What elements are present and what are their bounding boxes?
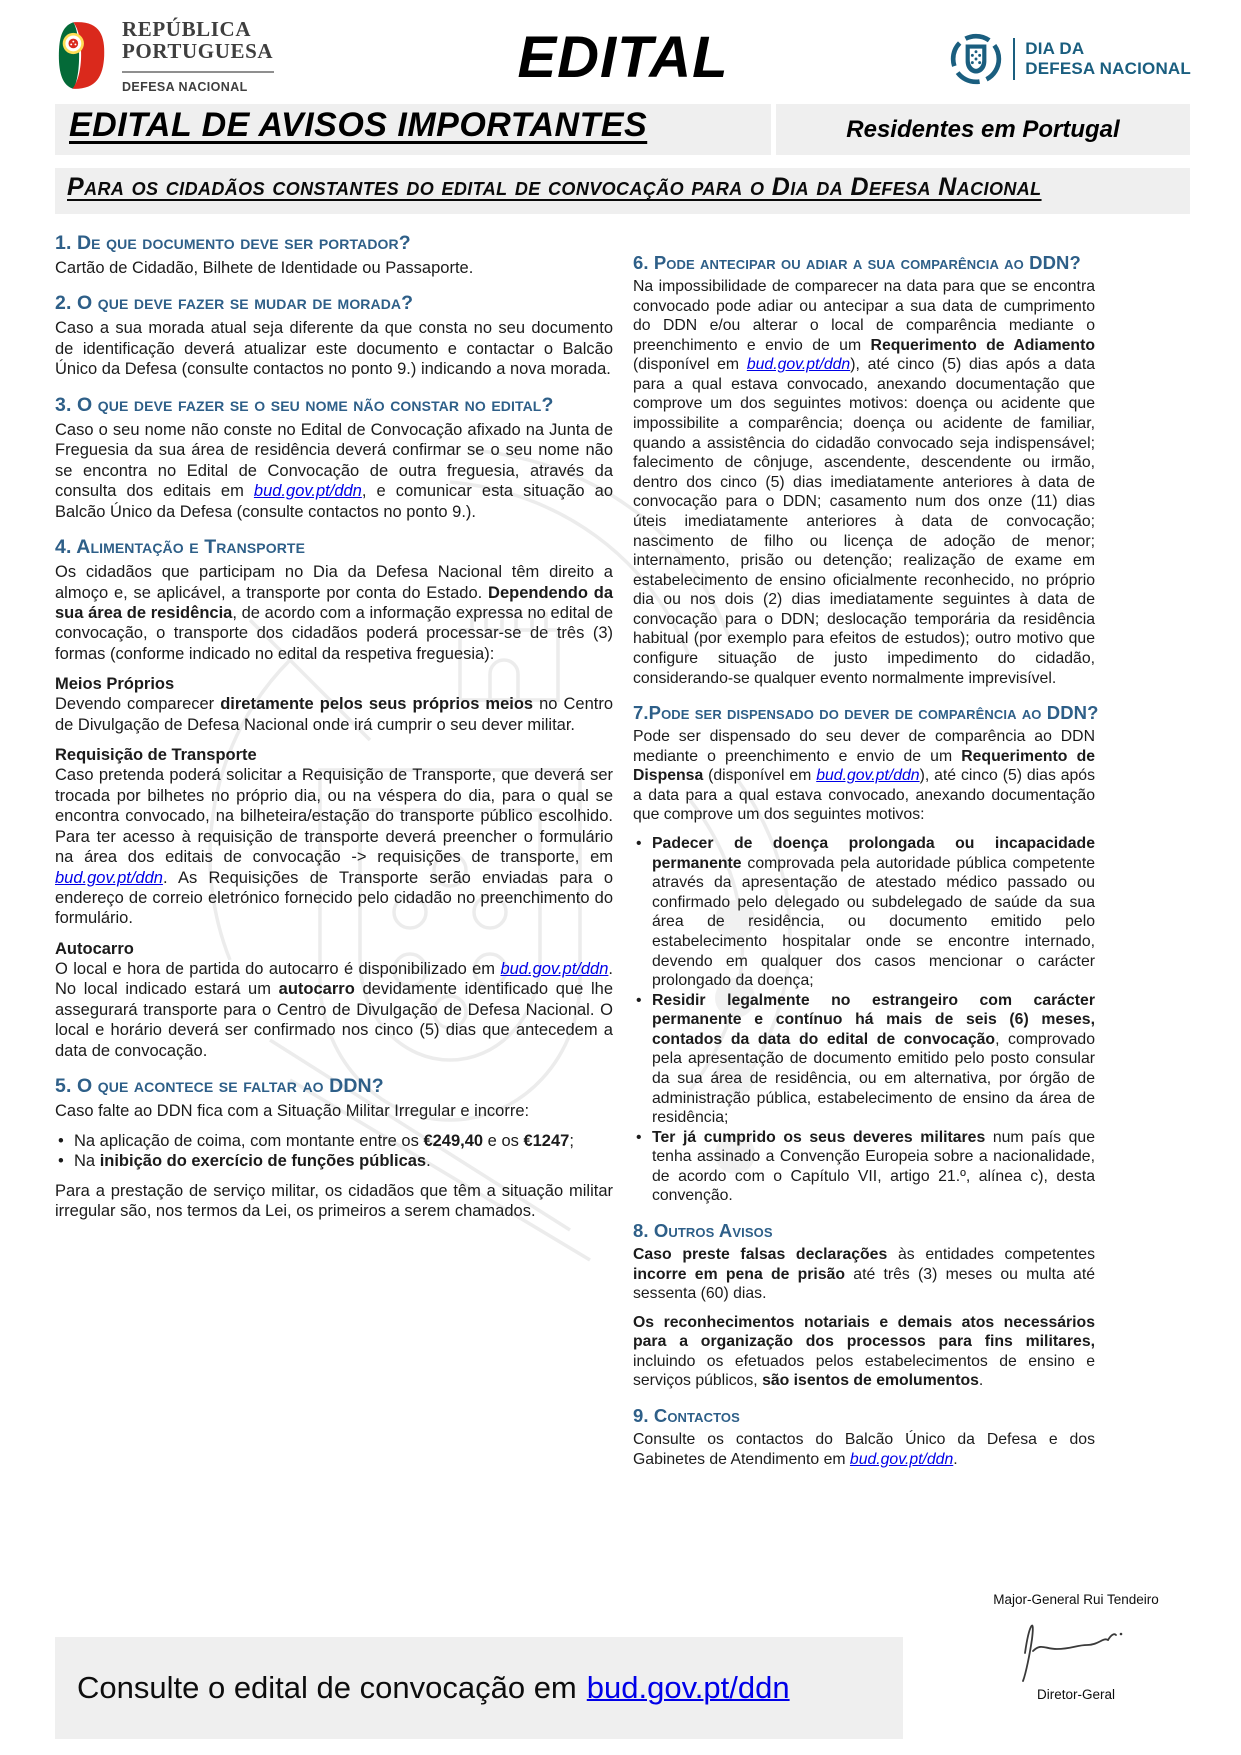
text-run: Para a prestação de serviço militar, os cidadãos que têm a situação militar irregular são, nos termos da Lei, os primeiros a serem chamados. — [55, 1181, 613, 1220]
bud-link[interactable]: bud.gov.pt/ddn — [500, 959, 609, 978]
footer-notice — [55, 1637, 903, 1739]
text-run: Na impossibilidade de comparecer na data para que se encontra convocado pode adiar ou antecipar a sua data de cumprimento do DDN e/ou alterar o local de comparência mediante o preenchimento e envio de um — [633, 278, 1095, 354]
bullet-item — [636, 1128, 1095, 1206]
text-run: O local e hora de partida do autocarro é disponibilizado em — [55, 959, 501, 978]
text-run: às entidades competentes — [887, 1246, 1095, 1264]
title-band-row — [55, 104, 1190, 155]
text-run: incorre em pena de prisão — [633, 1265, 846, 1283]
republica-portuguesa-logo — [55, 18, 385, 94]
audience-band — [776, 104, 1190, 155]
paragraph — [55, 318, 613, 379]
bullet-item — [58, 1151, 613, 1171]
footer-bud-link[interactable]: bud.gov.pt/ddn — [586, 1670, 790, 1705]
text-run: . As Requisições de Transporte serão enviadas para o endereço de correio eletrónico fornecido pelo cidadão no preenchimento do formulário. — [55, 868, 613, 928]
text-run: comprovada pela autoridade pública competente através da apresentação de atestado médico passado ou confirmado pelo delegado ou subdelegado de saúde da sua área de residência, ou documento emitido pelo estabelecimento hospitalar onde se encontre internado, devendo em qualquer dos casos mencionar o carácter prolongado da doença; — [652, 854, 1095, 990]
text-run: até três (3) meses ou multa até sessenta (60) dias. — [633, 1265, 1095, 1303]
text-run: . — [953, 1450, 958, 1468]
divider — [1013, 38, 1015, 80]
bullet-item — [636, 834, 1095, 991]
bullet-item — [636, 991, 1095, 1128]
text-run: Caso pretenda poderá solicitar a Requisição de Transporte, que deverá ser trocada por bilhetes no próprio dia, ou na véspera do dia, para o qual se encontra convocado, na bilheteira/estação do transporte público escolhido. Para ter acesso à requisição de transporte deverá preencher o formulário na área dos editais de convocação -> requisições de transporte, em — [55, 766, 613, 867]
text-run: no Centro de Divulgação de Defesa Nacional onde irá cumprir o seu dever militar. — [55, 695, 613, 734]
text-run: inibição do exercício de funções públicas — [99, 1152, 427, 1171]
gov-logo-text — [122, 18, 274, 94]
section — [55, 232, 613, 278]
text-run: diretamente pelos seus próprios meios — [220, 695, 534, 714]
document-header — [0, 0, 1241, 96]
text-run: , de acordo com a informação expressa no edital de convocação, o transporte dos cidadãos poderá processar-se de três (3) formas (conforme indicado no edital da respetiva freguesia): — [55, 603, 613, 663]
divider — [122, 71, 274, 73]
section — [55, 394, 613, 522]
signer-name: Major-General Rui Tendeiro — [993, 1592, 1159, 1607]
bud-link[interactable]: bud.gov.pt/ddn — [816, 767, 920, 785]
bud-link[interactable]: bud.gov.pt/ddn — [746, 356, 851, 374]
audience-label: Residentes em Portugal — [846, 115, 1120, 143]
text-run: Os reconhecimentos notariais e demais atos necessários para a organização dos processos para fins militares, — [633, 1313, 1095, 1351]
text-run: Consulte os contactos do Balcão Único da Defesa e dos Gabinetes de Atendimento em — [633, 1431, 1095, 1468]
ddn-emblem-icon — [949, 32, 1003, 86]
section-heading: 5. O que acontece se faltar ao DDN? — [55, 1075, 384, 1098]
paragraph — [55, 765, 613, 929]
section — [55, 536, 613, 1061]
content-columns — [0, 214, 1241, 1478]
bullet-list — [55, 1131, 613, 1172]
signature-block — [951, 1592, 1201, 1702]
section-heading: 3. O que deve fazer se o seu nome não constar no edital? — [55, 393, 554, 416]
footer-notice-text: Consulte o edital de convocação em — [77, 1670, 577, 1705]
text-run: Os cidadãos que participam no Dia da Defesa Nacional têm direito a almoço e, se aplicável, a transporte por conta do Estado. — [55, 563, 613, 602]
paragraph — [633, 727, 1095, 825]
paragraph — [55, 562, 613, 664]
ddn-logo — [861, 18, 1191, 86]
section-heading: 8. Outros Avisos — [633, 1220, 773, 1242]
text-run: e os — [483, 1131, 524, 1150]
text-run: Caso a sua morada atual seja diferente da que consta no seu documento de identificação deverá atualizar este documento e contactar o Balcão Único da Defesa (consulte contactos no ponto 9.) indicando a nova morada. — [55, 319, 613, 379]
section — [633, 252, 1095, 688]
text-run: Cartão de Cidadão, Bilhete de Identidade ou Passaporte. — [55, 259, 474, 277]
section-heading: 4. Alimentação e Transporte — [55, 536, 306, 559]
signature-icon — [1011, 1607, 1141, 1687]
text-run: Na aplicação de coima, com montante entre os — [74, 1131, 424, 1150]
text-run: Caso falte ao DDN fica com a Situação Militar Irregular e incorre: — [55, 1102, 530, 1121]
column-left — [55, 218, 613, 1478]
section — [55, 1075, 613, 1221]
text-run: incluindo os efetuados pelos estabelecimentos de ensino e serviços públicos, — [633, 1352, 1095, 1390]
subsection-heading: Autocarro — [55, 939, 134, 958]
section — [55, 292, 613, 379]
gov-logo-subtitle: DEFESA NACIONAL — [122, 79, 248, 94]
text-run: , e comunicar esta situação ao Balcão Único da Defesa (consulte contactos no ponto 9.). — [55, 482, 614, 521]
section — [633, 1220, 1095, 1391]
subtitle-band — [55, 168, 1190, 214]
text-run: ), até cinco (5) dias após a data para a qual estava convocado, anexando documentação que comprove um dos seguintes motivos: doença ou acidente que impossibilite a comparência; doença ou acidente de familiar, quando a assistência do cidadão convocado seja indispensável; falecimento de cônjuge, ascendente, descendente ou irmão, dentro dos cinco (5) dias imediatamente anteriores à data de convocação para o DDN; casamento num dos onze (11) dias úteis imediatamente anteriores à data de convocação; nascimento de filho ou licença de adoção de menor; internamento, prisão ou detenção; realização de exame em estabelecimento de ensino oficialmente reconhecido, no próprio dia ou nos dois (2) dias imediatamente seguintes à data de convocação para o DDN; deslocação temporária da residência habitual (por exemplo para efeitos de estudos); outro motivo que configure situação de justo impedimento do cidadão, considerando-se qualquer evento normalmente imprevisível. — [633, 356, 1095, 687]
text-run: ), até cinco (5) dias após a data para a qual estava convocado, anexando documentação que comprove um dos seguintes motivos: — [633, 767, 1095, 824]
section-heading: 1. De que documento deve ser portador? — [55, 232, 411, 254]
text-run: €1247 — [523, 1131, 570, 1150]
text-run: autocarro — [278, 980, 355, 999]
section-heading: 9. Contactos — [633, 1405, 740, 1427]
text-run: são isentos de emolumentos — [762, 1372, 979, 1390]
paragraph — [55, 1181, 613, 1222]
portugal-flag-icon — [55, 18, 109, 94]
section-heading: 6. Pode antecipar ou adiar a sua comparência ao DDN? — [633, 252, 1081, 273]
text-run: €249,40 — [423, 1131, 484, 1150]
text-run: , comprovado pela apresentação de documento emitido pelo posto consular da sua área de residência, ou em alternativa, por órgão de administração pública, estabelecimento de ensino da área de residência; — [652, 1030, 1095, 1127]
paragraph — [633, 1430, 1095, 1469]
text-run: Requerimento de Dispensa — [633, 747, 1096, 785]
section — [633, 702, 1099, 1206]
column-right — [633, 238, 1099, 1478]
text-run: Caso o seu nome não conste no Edital de Convocação afixado na Junta de Freguesia da sua área de residência deverá confirmar se o seu nome não se encontra no Edital de Convocação de outra freguesia, através da consulta dos editais em — [55, 420, 613, 501]
bud-link[interactable]: bud.gov.pt/ddn — [849, 1450, 954, 1468]
ddn-logo-line1: DIA DA — [1025, 38, 1085, 58]
text-run: (disponível em — [703, 767, 817, 785]
bullet-list — [633, 834, 1095, 1206]
paragraph — [55, 1101, 613, 1121]
text-run: Residir legalmente no estrangeiro com carácter permanente e contínuo há mais de seis (6) meses, contados da data do edital de convocação — [652, 991, 1095, 1048]
paragraph — [55, 420, 613, 522]
bud-link[interactable]: bud.gov.pt/ddn — [55, 868, 163, 887]
subsection-heading: Meios Próprios — [55, 675, 175, 694]
main-title-band — [55, 104, 771, 155]
subsection-heading: Requisição de Transporte — [55, 746, 257, 765]
text-run: Caso preste falsas declarações — [633, 1246, 888, 1264]
paragraph — [633, 1313, 1095, 1391]
page-title: EDITAL — [517, 25, 729, 90]
text-run: Dependendo da sua área de residência — [55, 583, 613, 622]
paragraph — [633, 277, 1095, 688]
paragraph — [55, 258, 613, 278]
paragraph — [55, 694, 613, 735]
text-run: Padecer de doença prolongada ou incapacidade permanente — [652, 835, 1095, 872]
gov-logo-line2: PORTUGUESA — [122, 39, 274, 64]
text-run: . — [978, 1372, 984, 1390]
ddn-logo-text — [1025, 39, 1191, 79]
section — [633, 1405, 1095, 1469]
text-run: Requerimento de Adiamento — [870, 336, 1095, 354]
section-heading: 7.Pode ser dispensado do dever de comparência ao DDN? — [633, 702, 1099, 724]
bullet-item — [58, 1131, 613, 1151]
paragraph — [633, 1245, 1095, 1304]
text-run: . — [426, 1152, 431, 1171]
text-run: Ter já cumprido os seus deveres militares — [652, 1128, 986, 1146]
text-run: . No local indicado estará um — [55, 959, 613, 999]
text-run: (disponível em — [633, 356, 747, 374]
main-title: EDITAL DE AVISOS IMPORTANTES — [69, 106, 648, 144]
ddn-logo-line2: DEFESA NACIONAL — [1025, 59, 1191, 78]
signer-role: Diretor-Geral — [1036, 1687, 1115, 1702]
text-run: Na — [74, 1152, 100, 1171]
text-run: ; — [569, 1131, 574, 1150]
section-heading: 2. O que deve fazer se mudar de morada? — [55, 292, 414, 315]
gov-logo-line1: REPÚBLICA — [122, 17, 252, 41]
text-run: devidamente identificado que lhe assegurará transporte para o Centro de Divulgação de Defesa Nacional. O local e horário deverá ser confirmado nos cinco (5) dias que antecedem a data de convocação. — [55, 980, 613, 1060]
text-run: num país que tenha assinado a Convenção Europeia sobre a nacionalidade, de acordo com o Capítulo VII, artigo 21.º, alínea c), desta convenção. — [652, 1128, 1095, 1205]
text-run: Devendo comparecer — [55, 695, 221, 714]
bud-link[interactable]: bud.gov.pt/ddn — [253, 482, 362, 501]
paragraph — [55, 959, 613, 1061]
text-run: Pode ser dispensado do seu dever de comparência ao DDN mediante o preenchimento e envio de um — [633, 728, 1095, 765]
subtitle: Para os cidadãos constantes do edital de convocação para o Dia da Defesa Nacional — [67, 173, 1042, 201]
